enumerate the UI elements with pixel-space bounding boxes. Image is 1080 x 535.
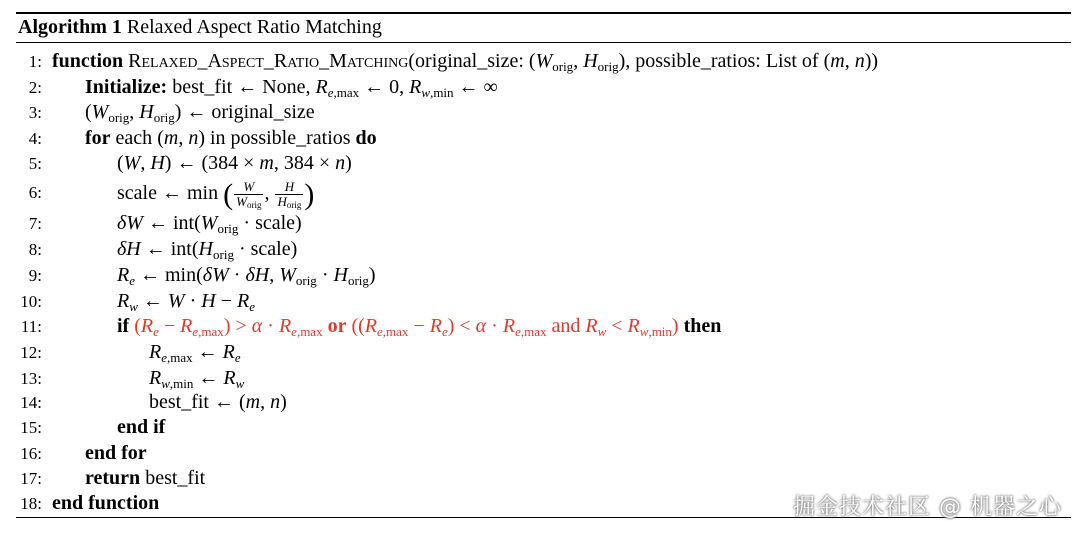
size-384: 384 xyxy=(208,152,239,174)
min-fn: min xyxy=(165,264,197,286)
init-best-fit: best_fit ← None, xyxy=(172,76,311,98)
line-number: 14: xyxy=(20,393,42,412)
keyword-end-function: end function xyxy=(52,492,160,514)
caption-rule xyxy=(16,42,1071,43)
size-384: 384 xyxy=(283,152,314,174)
keyword-function: function xyxy=(52,50,124,72)
line-number: 2: xyxy=(28,78,42,97)
line-number: 5: xyxy=(28,154,42,173)
keyword-or: or xyxy=(327,315,347,337)
best-fit-var: best_fit xyxy=(149,391,209,413)
line-number: 3: xyxy=(28,103,42,122)
line-number: 4: xyxy=(28,129,42,148)
line-number: 7: xyxy=(28,214,42,233)
in-possible-ratios: in possible_ratios xyxy=(209,127,351,149)
algorithm-label: Algorithm 1 xyxy=(18,16,122,38)
keyword-then: then xyxy=(683,315,722,337)
param-possible-ratios: possible_ratios: List of xyxy=(635,50,819,72)
keyword-end-if: end if xyxy=(117,416,166,438)
best-fit-var: best_fit xyxy=(145,467,206,489)
line-number: 9: xyxy=(28,266,42,285)
line-number: 13: xyxy=(20,369,42,388)
keyword-for: for xyxy=(85,127,111,149)
algorithm-title: Relaxed Aspect Ratio Matching xyxy=(126,16,382,38)
keyword-if: if xyxy=(117,315,130,337)
line-number: 16: xyxy=(20,444,42,463)
line-number: 17: xyxy=(20,469,42,488)
each-text: each xyxy=(115,127,153,149)
watermark: 掘金技术社区 @ 机器之心 xyxy=(793,495,1062,520)
line-number: 18: xyxy=(20,494,42,513)
keyword-do: do xyxy=(355,127,377,149)
line-number: 15: xyxy=(20,418,42,437)
min-fn: min xyxy=(186,182,219,205)
keyword-initialize: Initialize: xyxy=(85,76,168,98)
line-number: 8: xyxy=(28,240,42,259)
int-fn: int xyxy=(172,212,195,234)
scale-var: scale xyxy=(117,182,157,205)
line-number: 10: xyxy=(20,292,42,311)
function-name: Relaxed_Aspect_Ratio_Matching xyxy=(128,50,409,72)
line-number: 11: xyxy=(20,317,42,336)
algorithm-caption xyxy=(18,14,382,40)
original-size: original_size xyxy=(211,101,315,123)
line-number: 6: xyxy=(28,183,42,202)
scale-var: scale xyxy=(250,238,291,260)
int-fn: int xyxy=(170,238,192,260)
line-number: 12: xyxy=(20,343,42,362)
keyword-return: return xyxy=(85,467,141,489)
scale-var: scale xyxy=(255,212,296,234)
param-original-size: original_size: xyxy=(415,50,524,72)
algorithm-block: Algorithm 1 Relaxed Aspect Ratio Matching 1: function Relaxed_Aspect_Ratio_Matching(original_size: ($W_{orig}$, $H_{orig}$), possible_ratios: List of (m, n)) 2: Initialize: best_fit ← None, $R_{e,max}$ ← 0, $R_{w,min}$ ← ∞ 3: ($W_{orig}$, $H_{orig}$) ← original_size 4: for each (m, n) in possible_ratios do 5: (W, H) ← (384 × m, 384 × n) 6: scale ← min ( $\frac{W}{W_{orig}}$ , $\frac{H}{H_{orig}}$ ) 7: δW ← $int(W_{orig}$ · scale) 8: δH ← $int(H_{orig}$ · scale) 9: $R_e$ ← min(δW · δH, $W_{orig} \cdot H_{orig}$) 10: $R_w$ ← $W \cdot H - R_e$ 11: if $(R_e - R_{e,max}) > \alpha \cdot R_{e,max}$ or ($(R_{e,max} - R_e) < \alpha \cdot R_{e,max}$ and $R_w < R_{w,min}$) then 12: $R_{e,max}$ ← $R_e$ 13: $R_{w,min}$ ← $R_w$ 14: best_fit ← (m, n) 15: end if 16: end for 17: return best_fit 18: end function xyxy=(16,0,1071,535)
keyword-end-for: end for xyxy=(85,442,147,464)
line-number: 1: xyxy=(28,52,42,71)
highlighted-condition: $(R_e - R_{e,max}) > \alpha \cdot R_{e,max}$ or ($(R_{e,max} - R_e) < \alpha \cdot R_{e,max}$ and $R_w < R_{w,min}$) xyxy=(134,315,679,339)
